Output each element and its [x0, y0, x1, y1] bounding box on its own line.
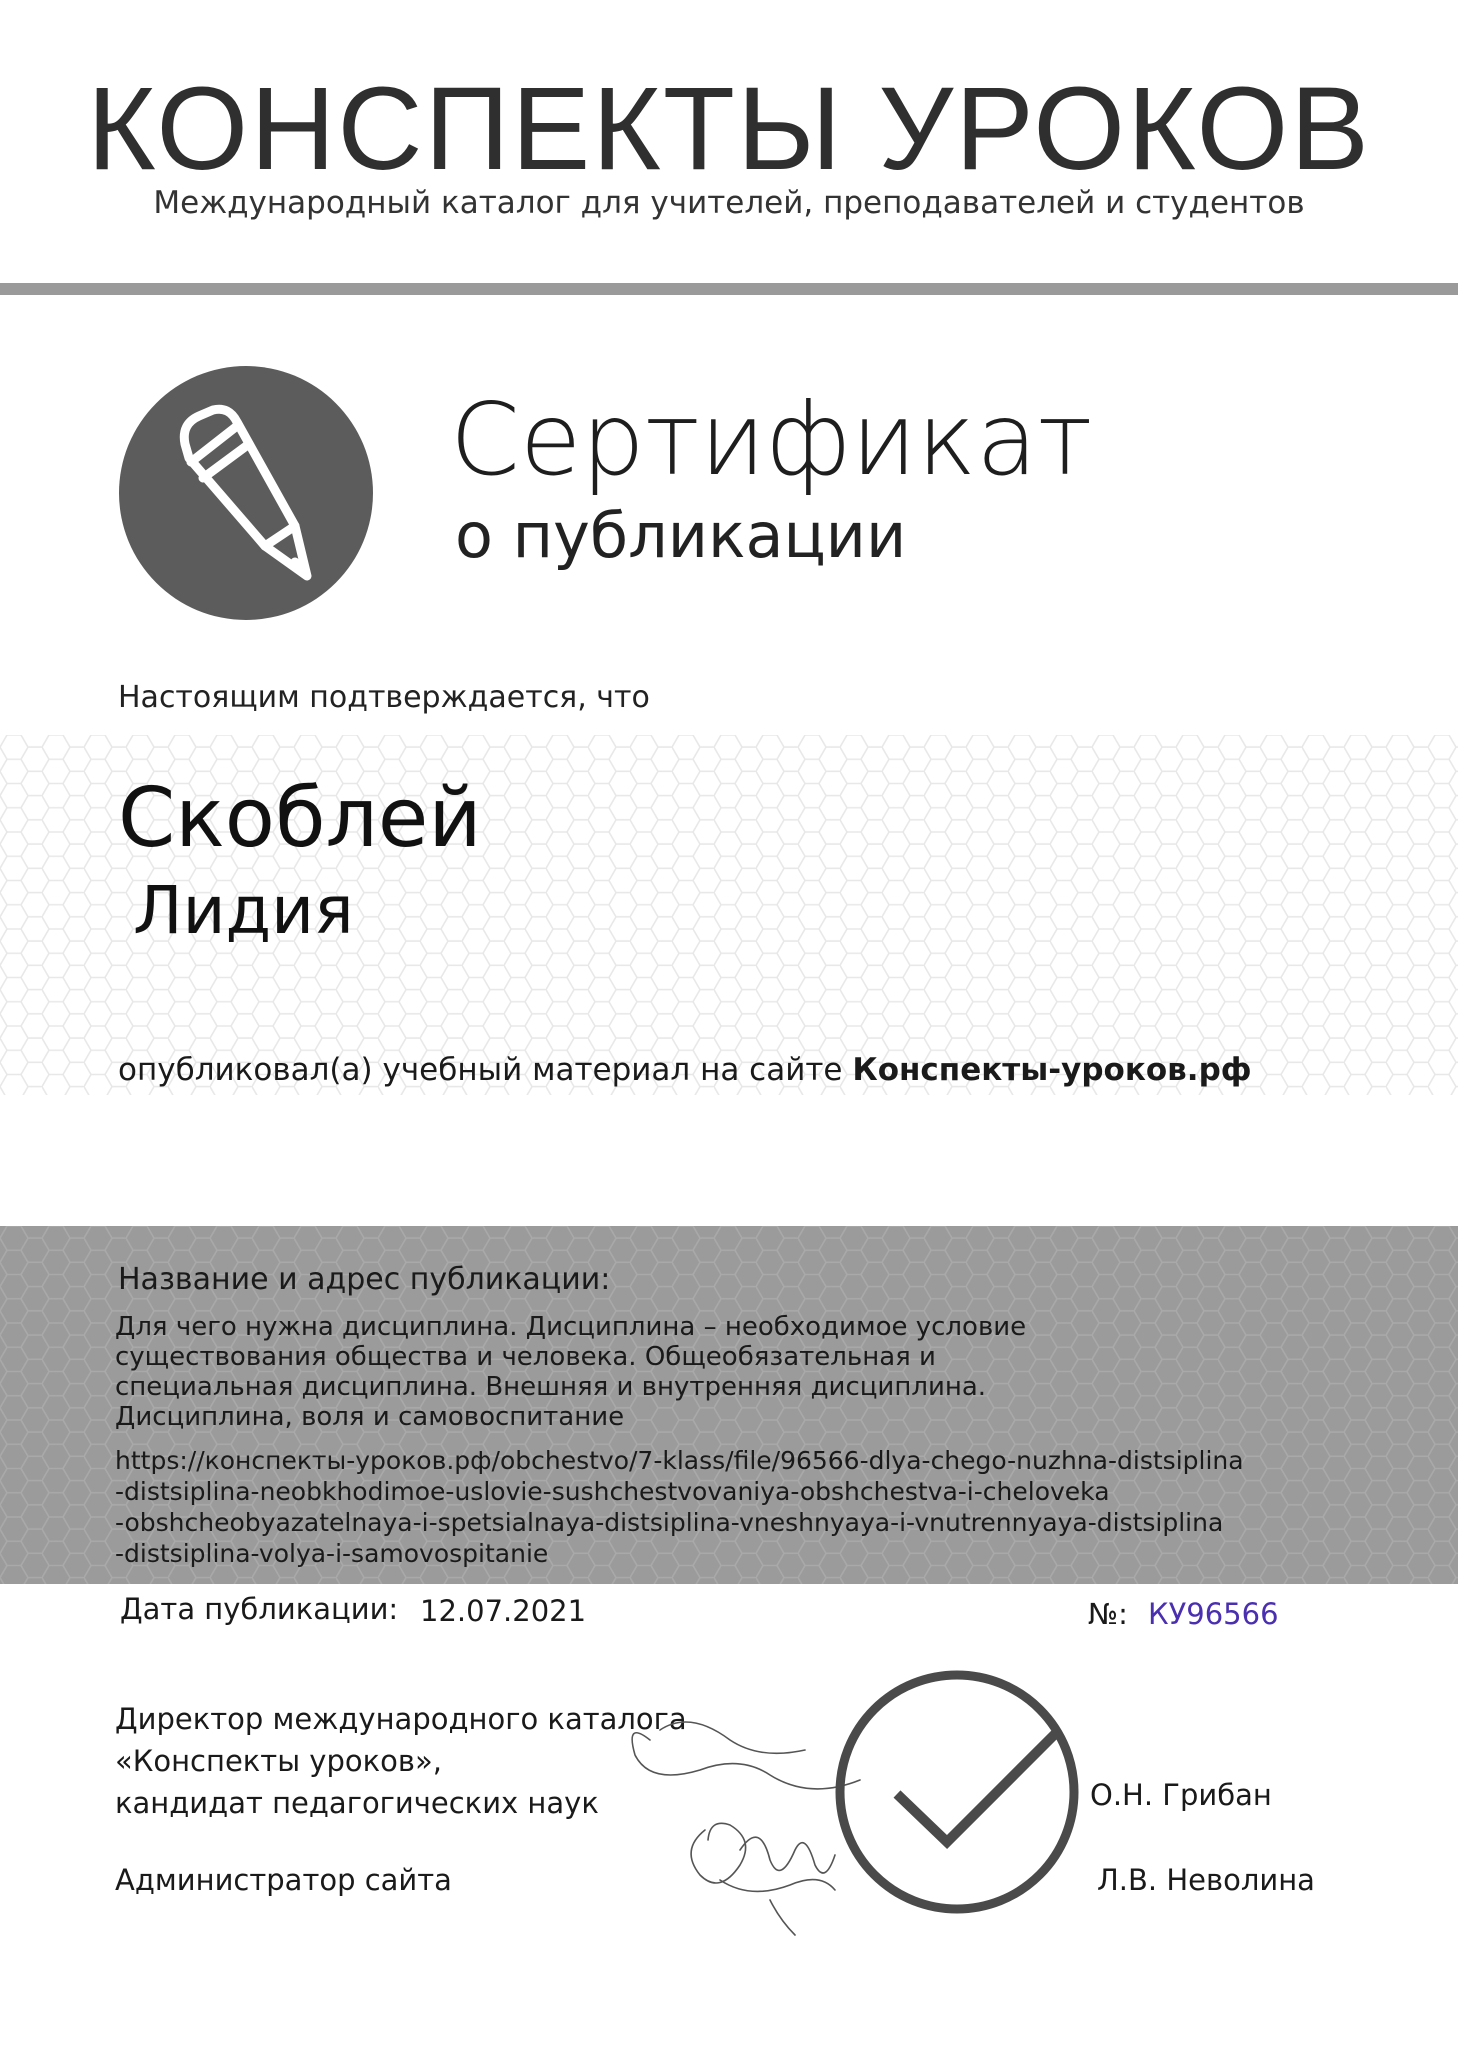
director-line: «Конспекты уроков», [115, 1744, 442, 1778]
date-label: Дата публикации: [120, 1592, 399, 1626]
director-name: О.Н. Грибан [1090, 1778, 1272, 1812]
director-line: Директор международного каталога [115, 1702, 687, 1736]
recipient-surname: Скоблей [118, 771, 482, 866]
publication-title-line: существования общества и человека. Общеобязательная и [115, 1342, 936, 1372]
recipient-first-name: Лидия [133, 872, 354, 949]
pencil-logo [119, 366, 373, 620]
certificate-number: КУ96566 [1148, 1597, 1279, 1631]
publication-url-line: https://конспекты-уроков.рф/obchestvo/7-klass/file/96566-dlya-chego-nuzhna-distsiplina [115, 1446, 1244, 1475]
published-text: опубликовал(а) учебный материал на сайте [118, 1052, 853, 1088]
admin-name: Л.В. Неволина [1097, 1863, 1315, 1897]
confirm-text: Настоящим подтверждается, что [118, 680, 650, 715]
check-seal-icon [835, 1662, 1105, 1932]
publication-title [115, 1312, 1115, 1432]
publication-title-line: Для чего нужна дисциплина. Дисциплина – необходимое условие [115, 1312, 1027, 1342]
brand-tagline: Международный каталог для учителей, преподавателей и студентов [153, 185, 1305, 221]
publication-title-line: Дисциплина, воля и самовоспитание [115, 1402, 625, 1432]
date-value: 12.07.2021 [420, 1594, 587, 1628]
number-label: №: [1088, 1597, 1128, 1631]
pencil-icon [119, 366, 373, 620]
publication-heading: Название и адрес публикации: [118, 1262, 611, 1297]
publication-url-line: -obshcheobyazatelnaya-i-spetsialnaya-distsiplina-vneshnyaya-i-vnutrennyaya-distsiplina [115, 1508, 1224, 1537]
publication-url-line: -distsiplina-neobkhodimoe-uslovie-sushchestvovaniya-obshchestva-i-cheloveka [115, 1477, 1110, 1506]
certificate-title: Сертификат [450, 381, 1093, 498]
brand-title: КОНСПЕКТЫ УРОКОВ [87, 63, 1371, 195]
admin-label: Администратор сайта [115, 1863, 452, 1897]
header-divider [0, 283, 1458, 295]
certificate-subtitle: о публикации [455, 499, 907, 572]
director-line: кандидат педагогических наук [115, 1786, 599, 1820]
published-statement [118, 1052, 1252, 1088]
publication-title-line: специальная дисциплина. Внешняя и внутренняя дисциплина. [115, 1372, 987, 1402]
site-name: Конспекты-уроков.рф [852, 1052, 1252, 1088]
publication-url [115, 1445, 1365, 1569]
publication-url-line: -distsiplina-volya-i-samovospitanie [115, 1539, 549, 1568]
director-title [115, 1698, 687, 1824]
